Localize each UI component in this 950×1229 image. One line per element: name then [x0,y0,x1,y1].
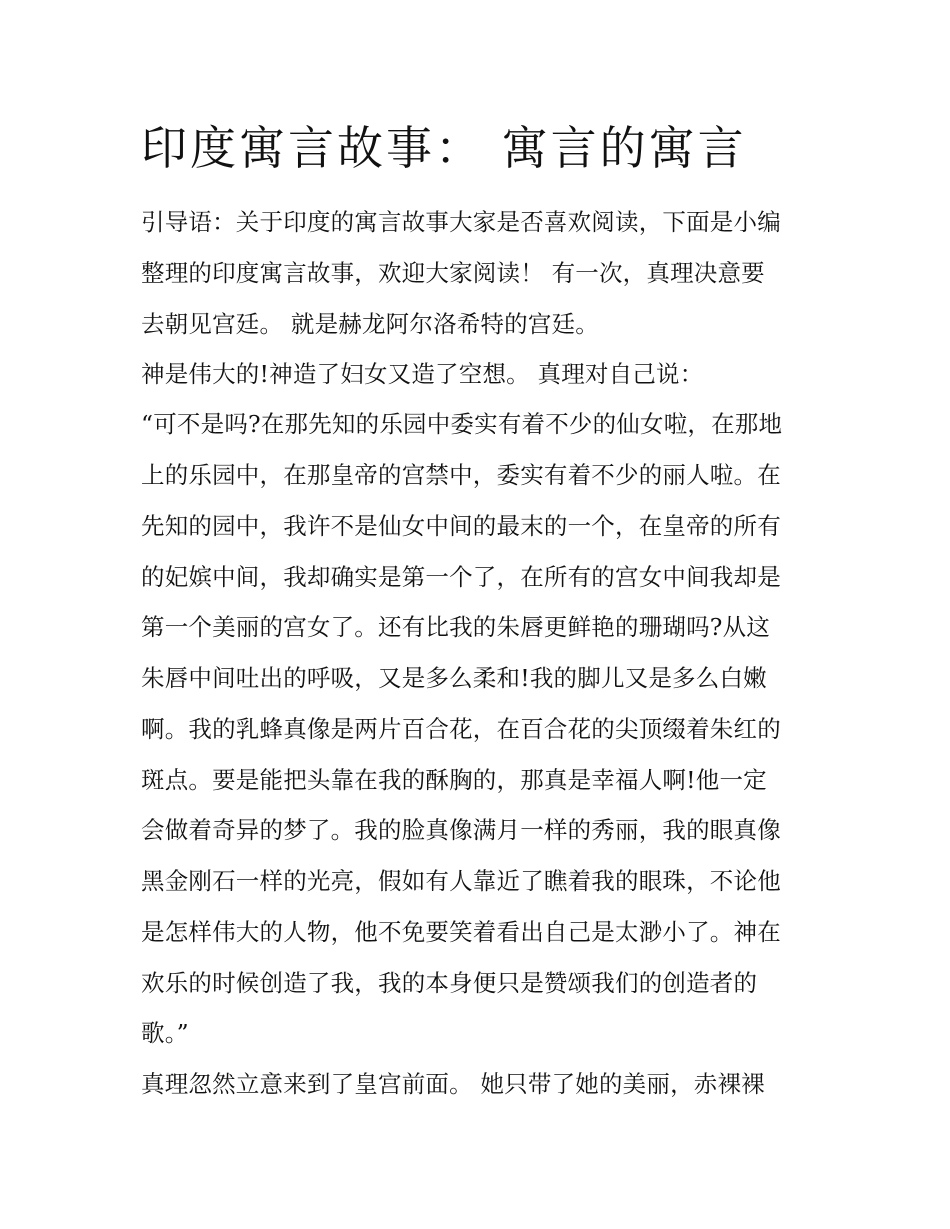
text-line: 啊。我的乳蜂真像是两片百合花，在百合花的尖顶缀着朱红的 [141,715,781,743]
text-line: 歌。” [141,1019,189,1047]
text-line: 神是伟大的!神造了妇女又造了空想。 真理对自己说： [141,360,704,388]
text-line: 去朝见宫廷。 就是赫龙阿尔洛希特的宫廷。 [141,310,599,338]
text-line: 的妃嫔中间，我却确实是第一个了，在所有的宫女中间我却是 [141,563,781,591]
text-line: 欢乐的时候创造了我，我的本身便只是赞颂我们的创造者的 [141,969,758,997]
document-title: 印度寓言故事： 寓言的寓言 [141,121,747,175]
text-line: 是怎样伟大的人物，他不免要笑着看出自己是太渺小了。神在 [141,918,781,946]
text-line: 上的乐园中，在那皇帝的宫禁中，委实有着不少的丽人啦。在 [141,461,781,489]
text-line: 黑金刚石一样的光亮，假如有人靠近了瞧着我的眼珠，不论他 [141,867,781,895]
text-line: 会做着奇异的梦了。我的脸真像满月一样的秀丽，我的眼真像 [141,816,781,844]
text-line: 斑点。要是能把头靠在我的酥胸的，那真是幸福人啊!他一定 [141,766,767,794]
text-line: 朱唇中间吐出的呼吸，又是多么柔和!我的脚儿又是多么白嫩 [141,664,767,692]
text-line: 引导语：关于印度的寓言故事大家是否喜欢阅读，下面是小编 [141,208,781,236]
text-line: 第一个美丽的宫女了。还有比我的朱唇更鲜艳的珊瑚吗?从这 [141,613,770,641]
text-line: 整理的印度寓言故事，欢迎大家阅读！ 有一次，真理决意要 [141,259,765,287]
text-line: 先知的园中，我许不是仙女中间的最末的一个，在皇帝的所有 [141,512,781,540]
text-line: “可不是吗?在那先知的乐园中委实有着不少的仙女啦，在那地 [141,410,783,438]
text-line: 真理忽然立意来到了皇宫前面。 她只带了她的美丽，赤裸裸 [141,1070,765,1098]
